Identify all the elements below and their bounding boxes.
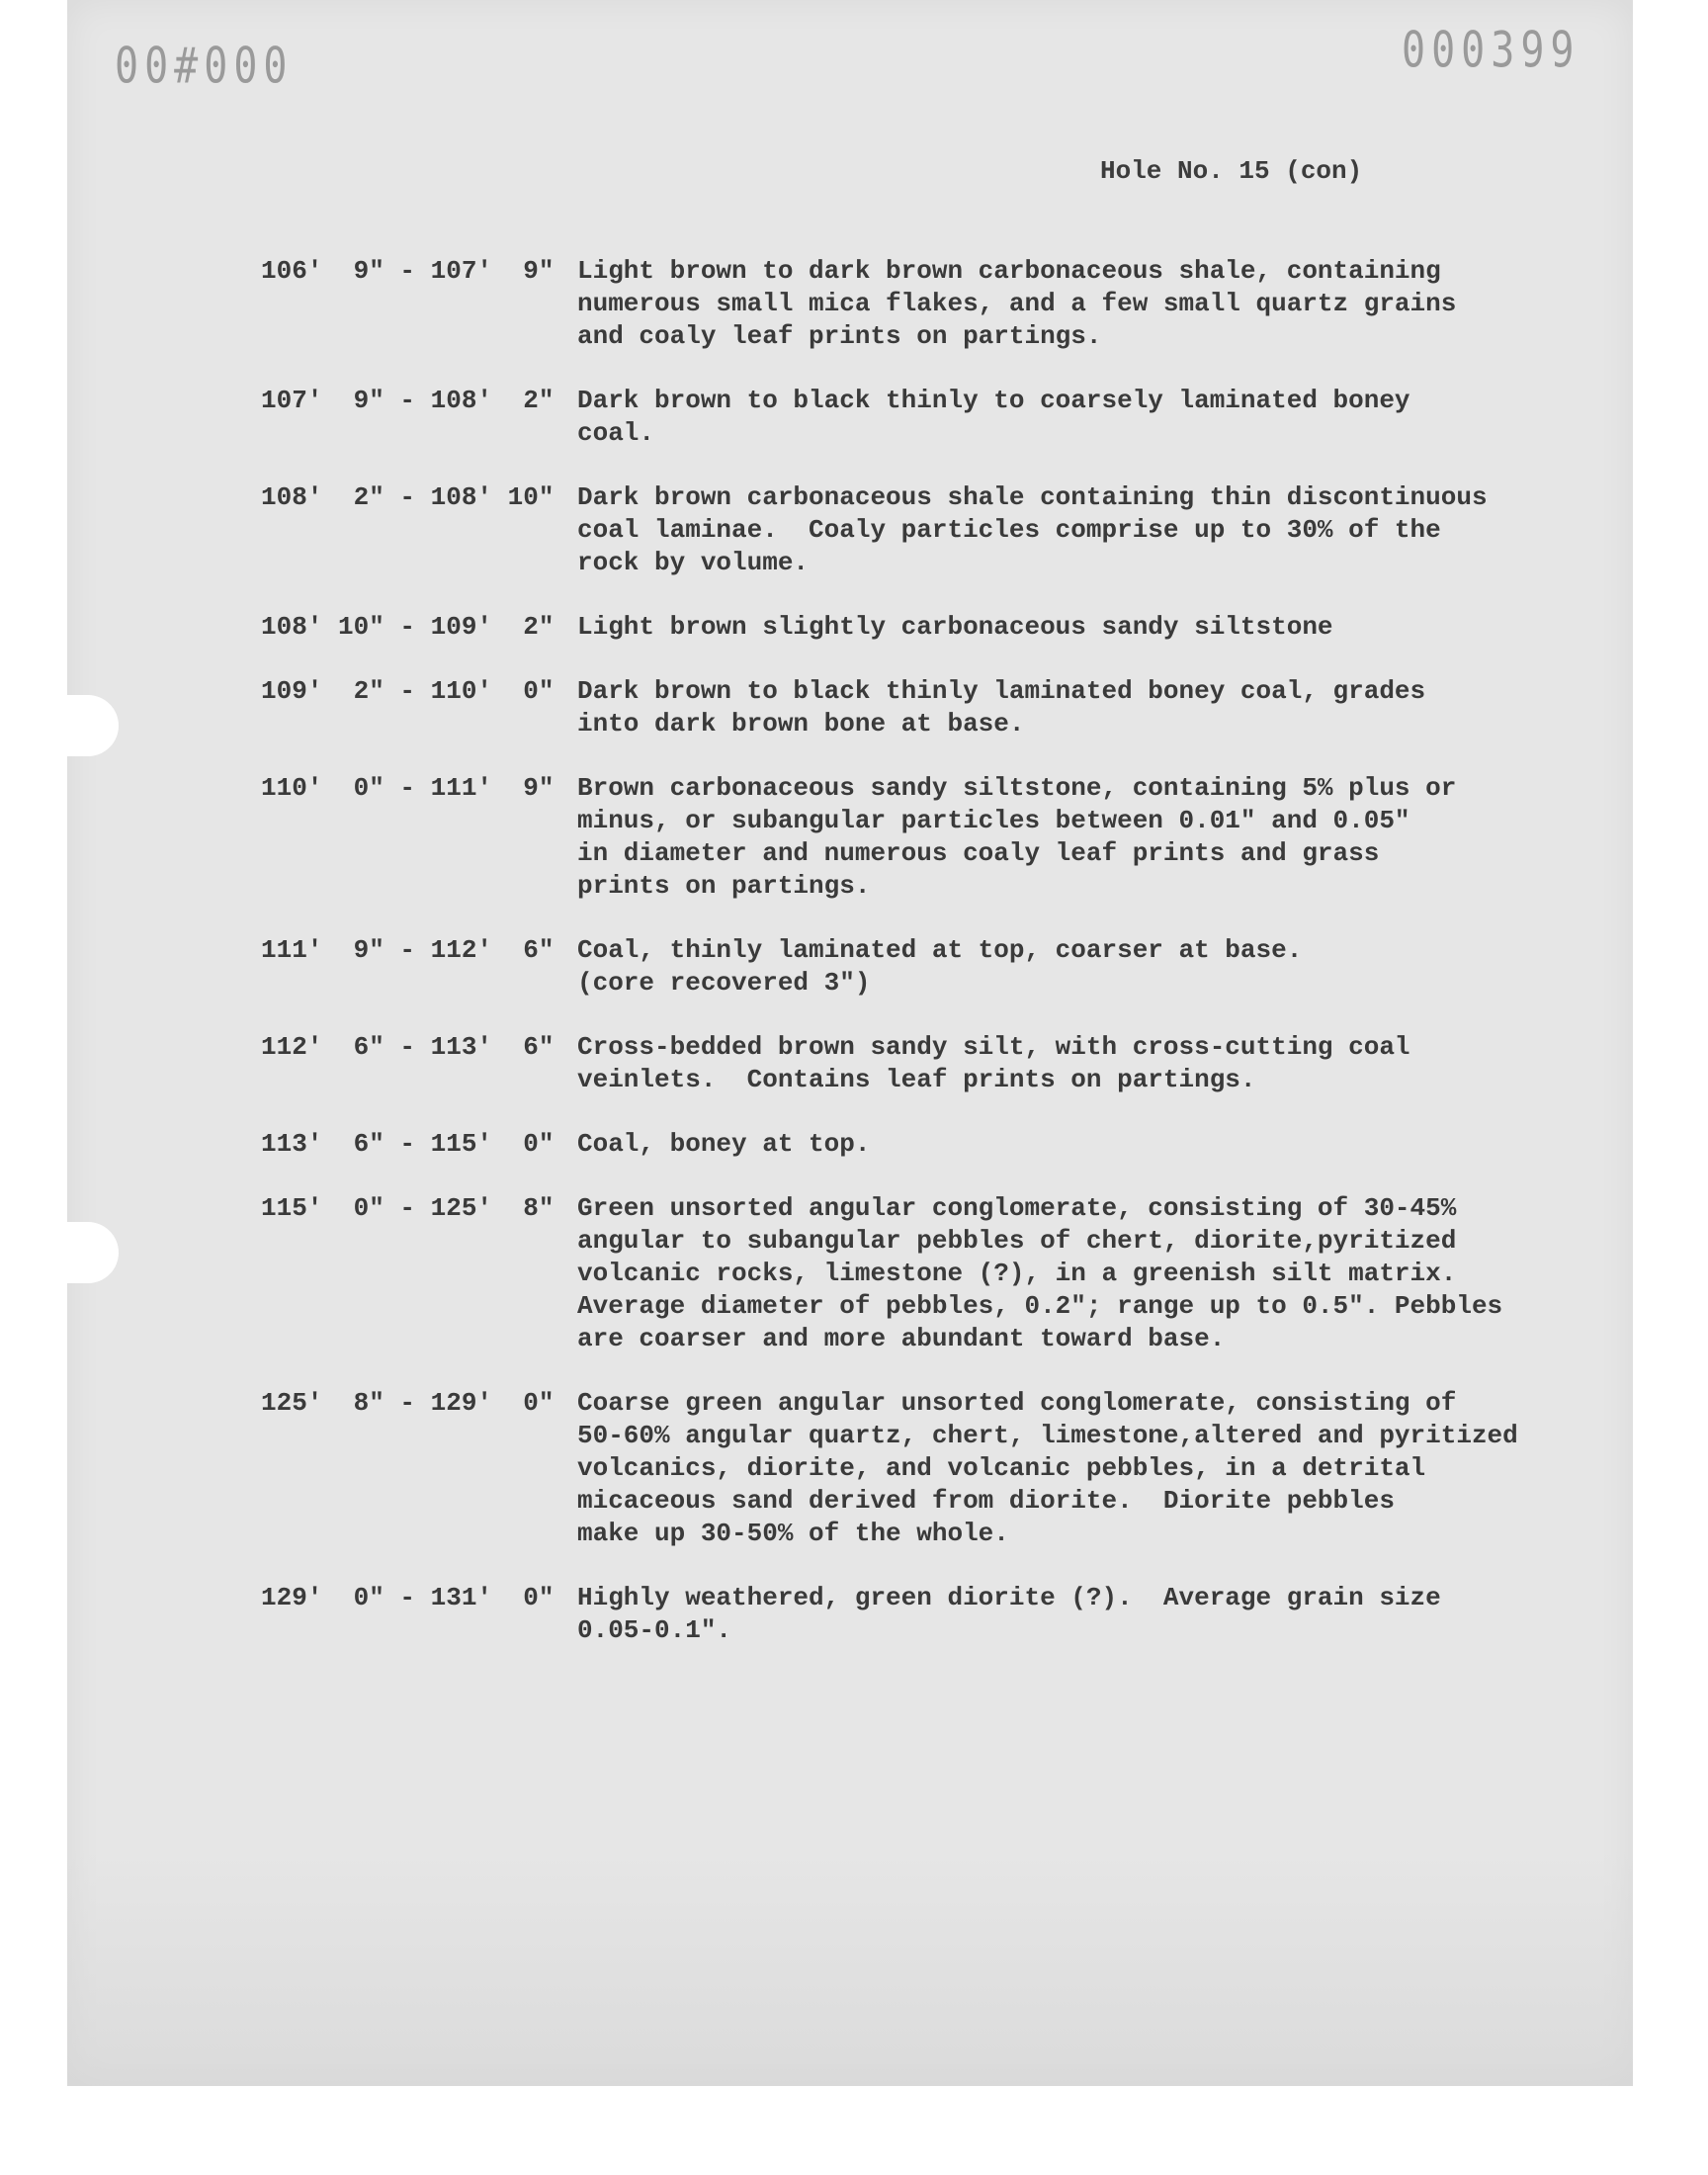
- description-line: make up 30-50% of the whole.: [577, 1519, 1009, 1548]
- description-line: in diameter and numerous coaly leaf prints and grass: [577, 838, 1380, 868]
- description-line: volcanic rocks, limestone (?), in a greenish silt matrix.: [577, 1259, 1457, 1288]
- lithology-description: [577, 1128, 1590, 1161]
- description-line: Light brown to dark brown carbonaceous shale, containing: [577, 256, 1441, 286]
- depth-interval: 110' 0" - 111' 9": [261, 773, 555, 803]
- lithology-description: [577, 481, 1590, 579]
- depth-interval: 109' 2" - 110' 0": [261, 676, 555, 706]
- log-entry: [261, 1387, 1633, 1550]
- log-entry: [261, 1031, 1633, 1096]
- depth-interval: 106' 9" - 107' 9": [261, 256, 555, 286]
- description-line: rock by volume.: [577, 548, 810, 577]
- lithology-description: [577, 611, 1590, 644]
- description-line: Green unsorted angular conglomerate, consisting of 30-45%: [577, 1193, 1457, 1223]
- log-entry: [261, 611, 1633, 644]
- depth-interval: 129' 0" - 131' 0": [261, 1583, 555, 1612]
- description-line: minus, or subangular particles between 0.01" and 0.05": [577, 806, 1410, 835]
- page-heading: Hole No. 15 (con): [1100, 156, 1363, 186]
- depth-interval: 125' 8" - 129' 0": [261, 1388, 555, 1418]
- log-entry: [261, 1192, 1633, 1355]
- description-line: Coarse green angular unsorted conglomerate, consisting of: [577, 1388, 1457, 1418]
- log-entry: [261, 772, 1633, 903]
- description-line: Coal, thinly laminated at top, coarser at base.: [577, 935, 1303, 965]
- description-line: Coal, boney at top.: [577, 1129, 871, 1159]
- punch-hole: [67, 695, 119, 756]
- log-entry: [261, 1582, 1633, 1647]
- description-line: Highly weathered, green diorite (?). Average grain size: [577, 1583, 1441, 1612]
- description-line: Average diameter of pebbles, 0.2"; range up to 0.5". Pebbles: [577, 1291, 1503, 1321]
- description-line: Dark brown to black thinly to coarsely laminated boney: [577, 386, 1410, 415]
- depth-interval: 107' 9" - 108' 2": [261, 386, 555, 415]
- page-stamp-right: 000399: [1402, 22, 1580, 79]
- log-entry: [261, 934, 1633, 1000]
- description-line: Cross-bedded brown sandy silt, with cross-cutting coal: [577, 1032, 1410, 1062]
- page-stamp-left: 00#000: [115, 38, 294, 95]
- depth-interval: 111' 9" - 112' 6": [261, 935, 555, 965]
- description-line: are coarser and more abundant toward base.: [577, 1324, 1226, 1353]
- description-line: (core recovered 3"): [577, 968, 871, 998]
- description-line: into dark brown bone at base.: [577, 709, 1025, 739]
- log-entry: [261, 675, 1633, 740]
- lithology-description: [577, 675, 1590, 740]
- punch-hole: [67, 1222, 119, 1283]
- description-line: volcanics, diorite, and volcanic pebbles, in a detrital: [577, 1453, 1426, 1483]
- lithology-description: [577, 385, 1590, 450]
- description-line: angular to subangular pebbles of chert, diorite,pyritized: [577, 1226, 1457, 1256]
- description-line: 0.05-0.1".: [577, 1615, 732, 1645]
- drill-log: [261, 255, 1633, 1679]
- log-entry: [261, 255, 1633, 353]
- description-line: Dark brown carbonaceous shale containing thin discontinuous: [577, 482, 1488, 512]
- lithology-description: [577, 1192, 1590, 1355]
- depth-interval: 113' 6" - 115' 0": [261, 1129, 555, 1159]
- description-line: and coaly leaf prints on partings.: [577, 321, 1102, 351]
- description-line: Light brown slightly carbonaceous sandy siltstone: [577, 612, 1333, 642]
- description-line: Brown carbonaceous sandy siltstone, containing 5% plus or: [577, 773, 1457, 803]
- description-line: numerous small mica flakes, and a few small quartz grains: [577, 289, 1457, 318]
- description-line: Dark brown to black thinly laminated boney coal, grades: [577, 676, 1426, 706]
- description-line: coal.: [577, 418, 655, 448]
- lithology-description: [577, 255, 1590, 353]
- lithology-description: [577, 934, 1590, 1000]
- depth-interval: 115' 0" - 125' 8": [261, 1193, 555, 1223]
- description-line: micaceous sand derived from diorite. Diorite pebbles: [577, 1486, 1395, 1516]
- document-page: [67, 0, 1633, 2086]
- log-entry: [261, 1128, 1633, 1161]
- lithology-description: [577, 772, 1590, 903]
- log-entry: [261, 481, 1633, 579]
- description-line: veinlets. Contains leaf prints on partings.: [577, 1065, 1256, 1094]
- depth-interval: 108' 10" - 109' 2": [261, 612, 555, 642]
- description-line: 50-60% angular quartz, chert, limestone,altered and pyritized: [577, 1421, 1518, 1450]
- lithology-description: [577, 1582, 1590, 1647]
- depth-interval: 108' 2" - 108' 10": [261, 482, 555, 512]
- description-line: coal laminae. Coaly particles comprise up to 30% of the: [577, 515, 1441, 545]
- log-entry: [261, 385, 1633, 450]
- lithology-description: [577, 1387, 1590, 1550]
- lithology-description: [577, 1031, 1590, 1096]
- depth-interval: 112' 6" - 113' 6": [261, 1032, 555, 1062]
- description-line: prints on partings.: [577, 871, 871, 901]
